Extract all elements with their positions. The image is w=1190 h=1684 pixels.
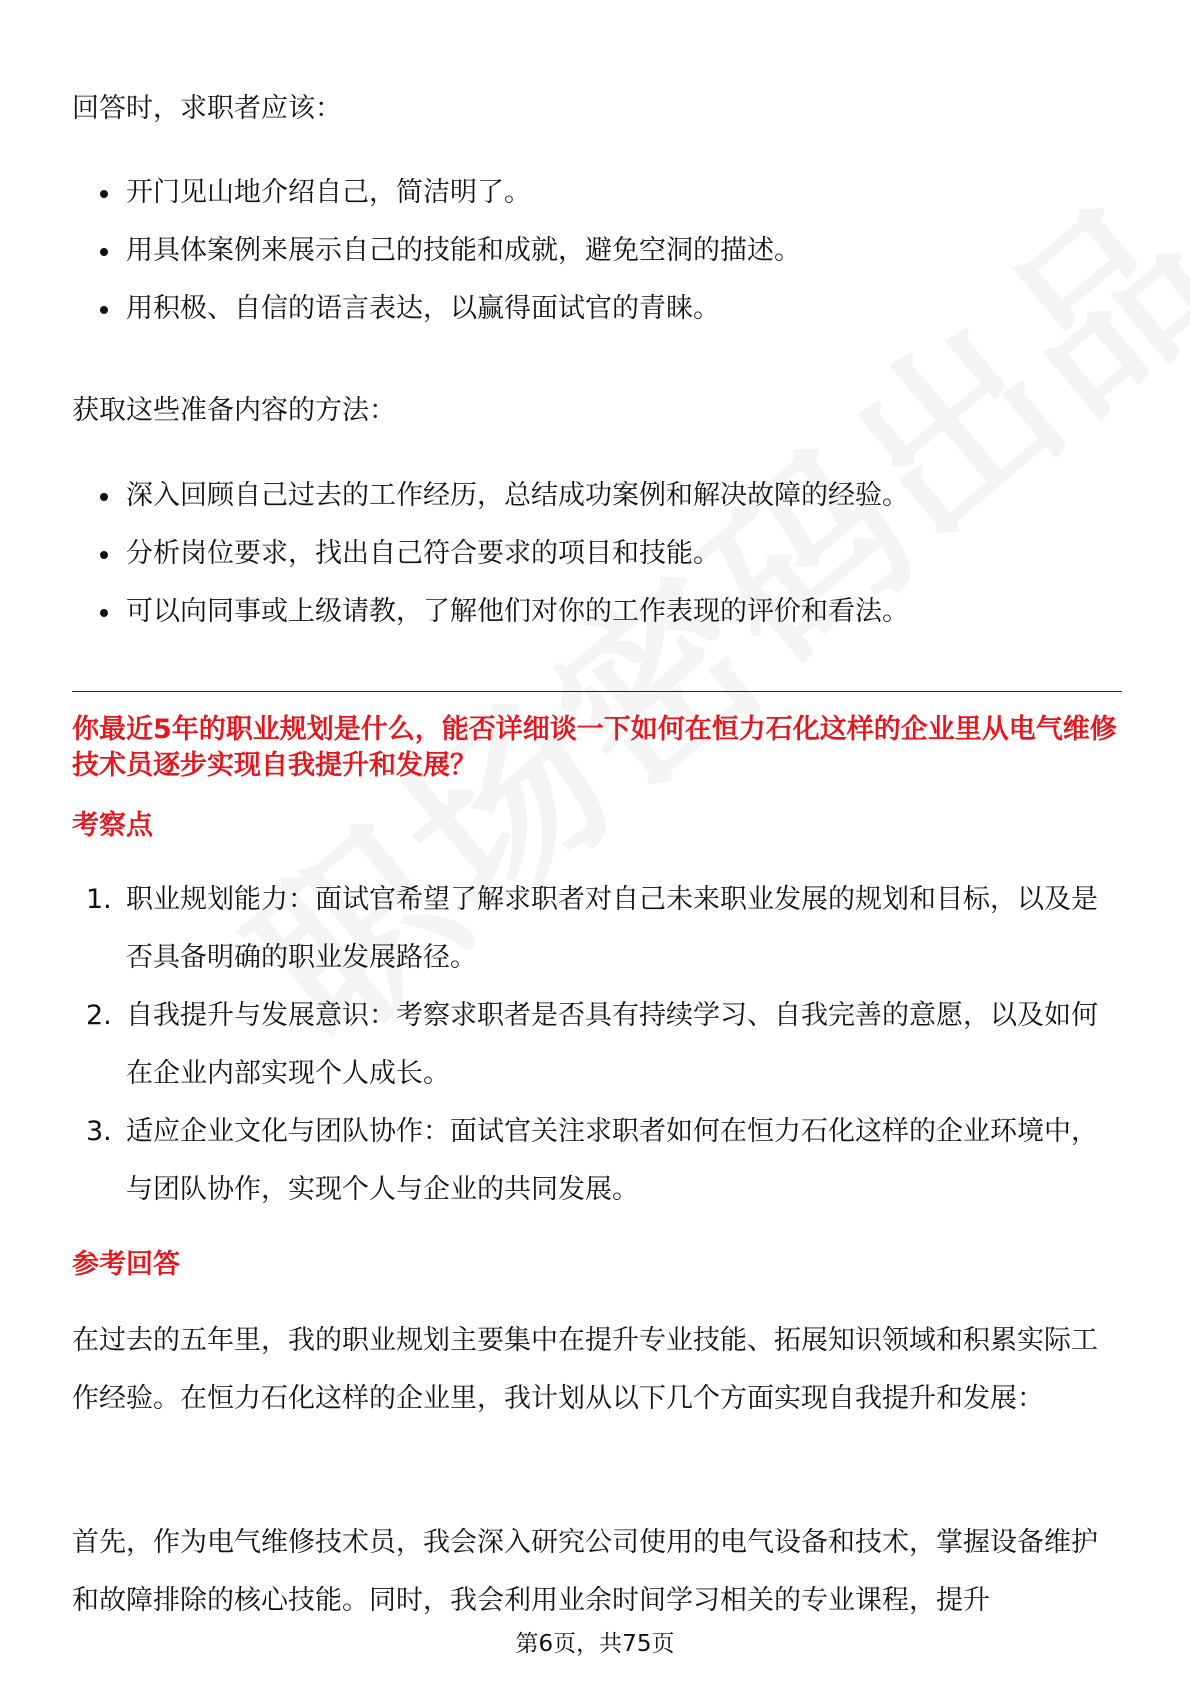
list-item: 分析岗位要求，找出自己符合要求的项目和技能。: [72, 525, 1122, 583]
reference-answer-heading: 参考回答: [72, 1249, 180, 1280]
list-item: 3. 适应企业文化与团队协作：面试官关注求职者如何在恒力石化这样的企业环境中，与团队协作，实现个人与企业的共同发展。: [86, 1116, 1098, 1205]
list-item: 可以向同事或上级请教，了解他们对你的工作表现的评价和看法。: [72, 583, 1122, 641]
list-item: 深入回顾自己过去的工作经历，总结成功案例和解决故障的经验。: [72, 467, 1122, 525]
list-item: 2. 自我提升与发展意识：考察求职者是否具有持续学习、自我完善的意愿，以及如何在企业内部实现个人成长。: [86, 1000, 1098, 1089]
intro-text-2: 获取这些准备内容的方法：: [72, 395, 396, 426]
list-item: 用积极、自信的语言表达，以赢得面试官的青睐。: [72, 280, 1122, 338]
intro-text-1: 回答时，求职者应该：: [72, 93, 342, 124]
bullet-list-1: [72, 164, 1122, 338]
interview-question: 你最近5年的职业规划是什么，能否详细谈一下如何在恒力石化这样的企业里从电气维修技术员逐步实现自我提升和发展？: [72, 714, 1117, 781]
bullet-list-2: [72, 467, 1122, 641]
bullet-icon: [100, 248, 108, 256]
bullet-icon: [100, 609, 108, 617]
list-item: 用具体案例来展示自己的技能和成就，避免空洞的描述。: [72, 222, 1122, 280]
list-item: 1. 职业规划能力：面试官希望了解求职者对自己未来职业发展的规划和目标，以及是否具备明确的职业发展路径。: [86, 884, 1098, 973]
exam-points-list: [72, 871, 1122, 1219]
exam-points-heading: 考察点: [72, 810, 153, 841]
bullet-icon: [100, 306, 108, 314]
document-page: [72, 0, 1122, 1684]
bullet-icon: [100, 190, 108, 198]
answer-paragraph-2: 首先，作为电气维修技术员，我会深入研究公司使用的电气设备和技术，掌握设备维护和故障排除的核心技能。同时，我会利用业余时间学习相关的专业课程，提升: [72, 1527, 1098, 1616]
section-divider: [72, 691, 1122, 692]
bullet-icon: [100, 551, 108, 559]
bullet-icon: [100, 493, 108, 501]
answer-paragraph-1: 在过去的五年里，我的职业规划主要集中在提升专业技能、拓展知识领域和积累实际工作经验。在恒力石化这样的企业里，我计划从以下几个方面实现自我提升和发展：: [72, 1325, 1098, 1414]
page-number: 第6页，共75页: [515, 1631, 675, 1657]
list-item: 开门见山地介绍自己，简洁明了。: [72, 164, 1122, 222]
